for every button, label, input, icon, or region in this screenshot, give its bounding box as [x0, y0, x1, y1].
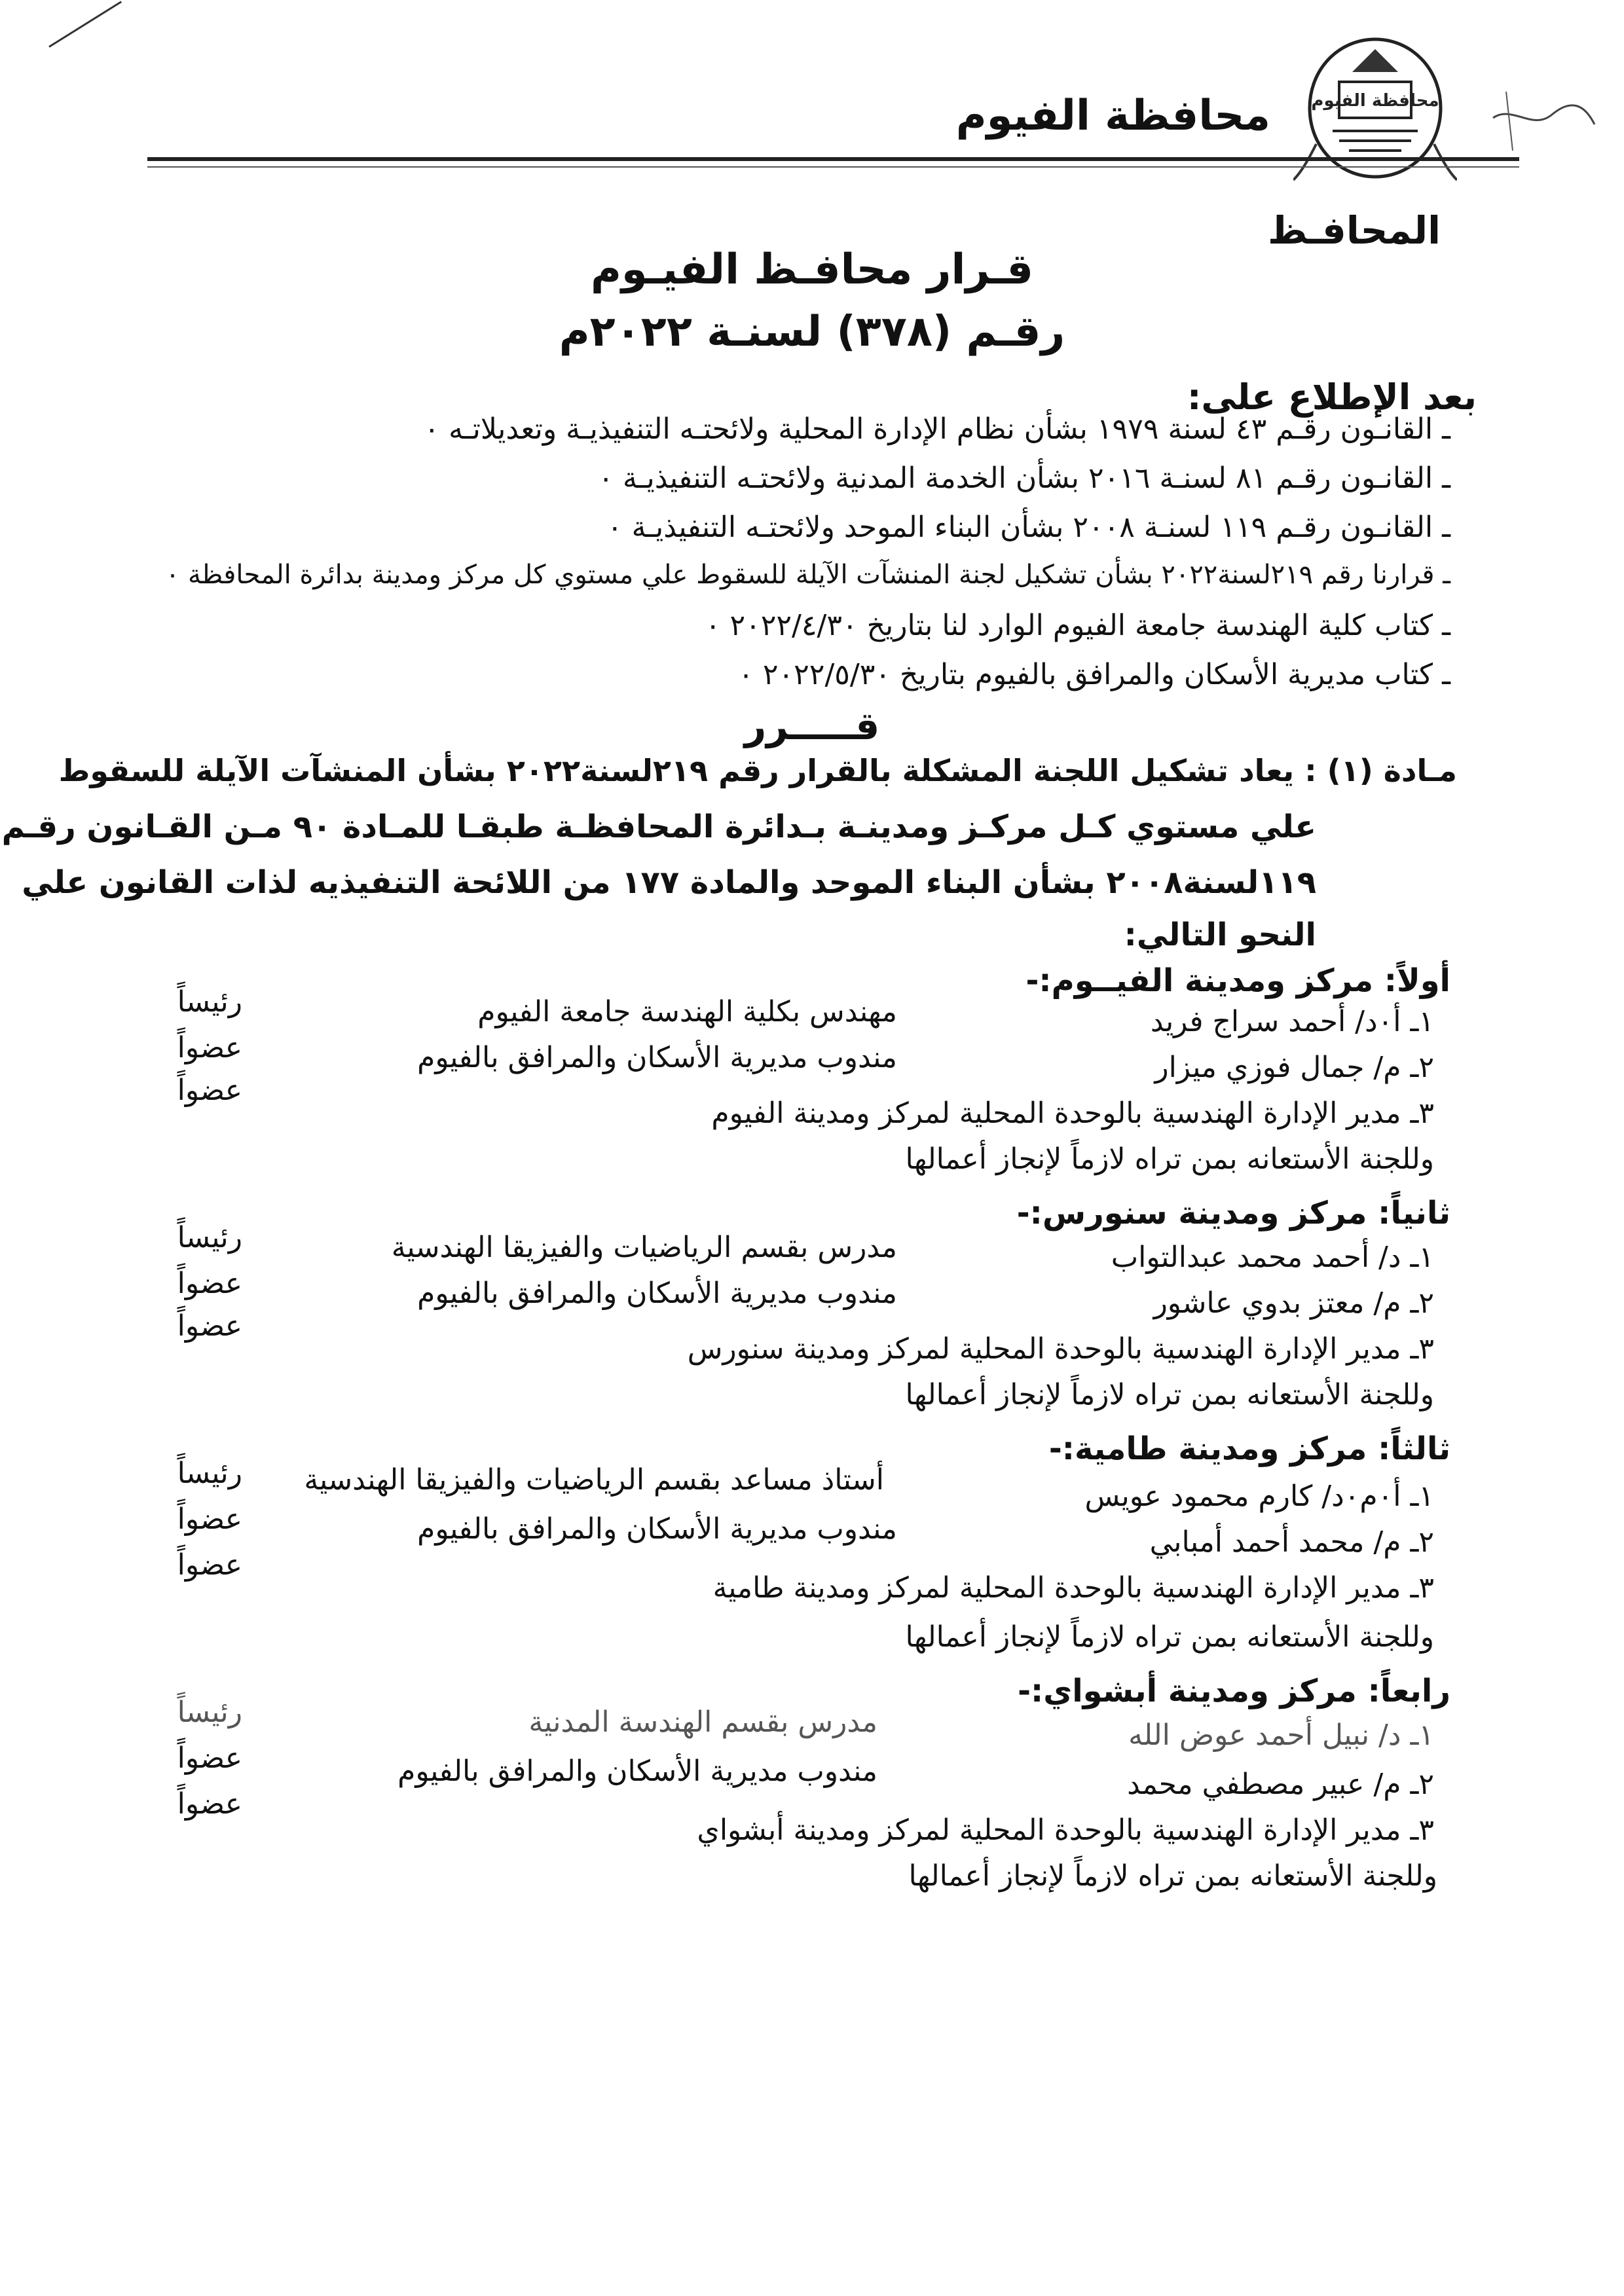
header-divider: [147, 157, 1519, 161]
preamble-item: ـ القانـون رقـم ١١٩ لسنـة ٢٠٠٨ بشأن البناء الموحد ولائحتـه التنفيذيـة ٠: [606, 511, 1450, 544]
member-description: مندوب مديرية الأسكان والمرافق بالفيوم: [397, 1755, 877, 1788]
article-1-line: النحو التالي:: [1124, 917, 1316, 953]
handwritten-margin-mark: [1486, 79, 1598, 157]
member-role: عضواً: [177, 1267, 242, 1300]
article-1-line: ١١٩لسنة٢٠٠٨ بشأن البناء الموحد والمادة ١٧٧ من اللائحة التنفيذيه لذات القانون علي: [22, 864, 1316, 901]
section-heading: ثانياً: مركز ومدينة سنورس:-: [1016, 1195, 1450, 1231]
member-description: مندوب مديرية الأسكان والمرافق بالفيوم: [417, 1512, 897, 1546]
member-role: عضواً: [177, 1031, 242, 1065]
article-1-line: علي مستوي كـل مركـز ومدينـة بـدائرة المحافظـة طبقـا للمـادة ٩٠ مـن القـانون رقـم: [1, 809, 1316, 845]
section-heading: أولاً: مركز ومدينة الفيــوم:-: [1025, 962, 1450, 999]
decided-heading: قـــــرر: [744, 704, 880, 748]
member-role: رئيساً: [177, 1221, 242, 1254]
section-closing: وللجنة الأستعانه بمن تراه لازماً لإنجاز أعمالها: [908, 1859, 1437, 1893]
preamble-item: ـ القانـون رقـم ٨١ لسنـة ٢٠١٦ بشأن الخدمة المدنية ولائحتـه التنفيذيـة ٠: [598, 462, 1450, 495]
pen-mark: [48, 1, 122, 47]
section-closing: وللجنة الأستعانه بمن تراه لازماً لإنجاز أعمالها: [905, 1142, 1434, 1176]
preamble-heading: بعد الإطلاع على:: [1187, 376, 1477, 418]
member-name: ٣ـ مدير الإدارة الهندسية بالوحدة المحلية لمركز ومدينة الفيوم: [711, 1097, 1434, 1130]
member-description: مهندس بكلية الهندسة جامعة الفيوم: [477, 995, 897, 1029]
member-role: رئيساً: [177, 1696, 242, 1729]
member-description: مندوب مديرية الأسكان والمرافق بالفيوم: [417, 1277, 897, 1310]
member-name: ٣ـ مدير الإدارة الهندسية بالوحدة المحلية لمركز ومدينة طامية: [712, 1571, 1434, 1605]
member-description: مدرس بقسم الهندسة المدنية: [528, 1705, 877, 1739]
member-name: ١ـ د/ أحمد محمد عبدالتواب: [1111, 1241, 1434, 1274]
member-role: عضواً: [177, 1074, 242, 1107]
governor-label: المحافـظ: [1267, 208, 1441, 253]
header-divider-thin: [147, 166, 1519, 168]
member-name: ١ـ د/ نبيل أحمد عوض الله: [1128, 1719, 1434, 1752]
member-role: عضواً: [177, 1548, 242, 1582]
member-description: مدرس بقسم الرياضيات والفيزيقا الهندسية: [391, 1231, 897, 1264]
preamble-item: ـ قرارنا رقم ٢١٩لسنة٢٠٢٢ بشأن تشكيل لجنة المنشآت الآيلة للسقوط علي مستوي كل مركز ومدينة بدائرة المحافظة ٠: [165, 560, 1450, 590]
article-1-line: مـادة (١) : يعاد تشكيل اللجنة المشكلة بالقرار رقم ٢١٩لسنة٢٠٢٢ بشأن المنشآت الآيلة للسقوط: [58, 753, 1457, 788]
section-closing: وللجنة الأستعانه بمن تراه لازماً لإنجاز أعمالها: [905, 1378, 1434, 1412]
governorate-name: محافظة الفيوم: [955, 92, 1270, 140]
member-name: ٢ـ م/ معتز بدوي عاشور: [1153, 1286, 1434, 1320]
member-description: مندوب مديرية الأسكان والمرافق بالفيوم: [417, 1041, 897, 1074]
preamble-item: ـ كتاب مديرية الأسكان والمرافق بالفيوم بتاريخ ٢٠٢٢/٥/٣٠ ٠: [738, 658, 1450, 691]
member-name: ١ـ أ٠م٠د/ كارم محمود عويس: [1084, 1480, 1434, 1513]
member-name: ٢ـ م/ محمد أحمد أمبابي: [1149, 1525, 1434, 1559]
member-role: عضواً: [177, 1309, 242, 1343]
member-name: ٢ـ م/ جمال فوزي ميزار: [1154, 1051, 1434, 1084]
section-heading: رابعاً: مركز ومدينة أبشواي:-: [1018, 1673, 1450, 1709]
member-role: عضواً: [177, 1741, 242, 1775]
member-name: ٣ـ مدير الإدارة الهندسية بالوحدة المحلية لمركز ومدينة سنورس: [687, 1332, 1434, 1366]
member-name: ١ـ أ٠د/ أحمد سراج فريد: [1150, 1005, 1434, 1038]
member-description: أستاذ مساعد بقسم الرياضيات والفيزيقا الهندسية: [304, 1463, 884, 1497]
preamble-item: ـ كتاب كلية الهندسة جامعة الفيوم الوارد لنا بتاريخ ٢٠٢٢/٤/٣٠ ٠: [705, 609, 1450, 642]
member-name: ٢ـ م/ عبير مصطفي محمد: [1127, 1768, 1434, 1801]
member-role: عضواً: [177, 1503, 242, 1536]
decree-number: رقـم (٣٧٨) لسنـة ٢٠٢٢م: [559, 308, 1065, 356]
preamble-item: ـ القانـون رقـم ٤٣ لسنة ١٩٧٩ بشأن نظام الإدارة المحلية ولائحتـه التنفيذيـة وتعديلاتـه ٠: [424, 412, 1450, 446]
decree-title: قـرار محافـظ الفيـوم: [590, 246, 1034, 294]
member-name: ٣ـ مدير الإدارة الهندسية بالوحدة المحلية لمركز ومدينة أبشواي: [697, 1813, 1434, 1847]
section-heading: ثالثاً: مركز ومدينة طامية:-: [1048, 1430, 1450, 1467]
member-role: رئيساً: [177, 985, 242, 1019]
member-role: رئيساً: [177, 1457, 242, 1490]
member-role: عضواً: [177, 1787, 242, 1821]
section-closing: وللجنة الأستعانه بمن تراه لازماً لإنجاز أعمالها: [905, 1620, 1434, 1654]
svg-text:محافظة الفيوم: محافظة الفيوم: [1311, 91, 1439, 111]
